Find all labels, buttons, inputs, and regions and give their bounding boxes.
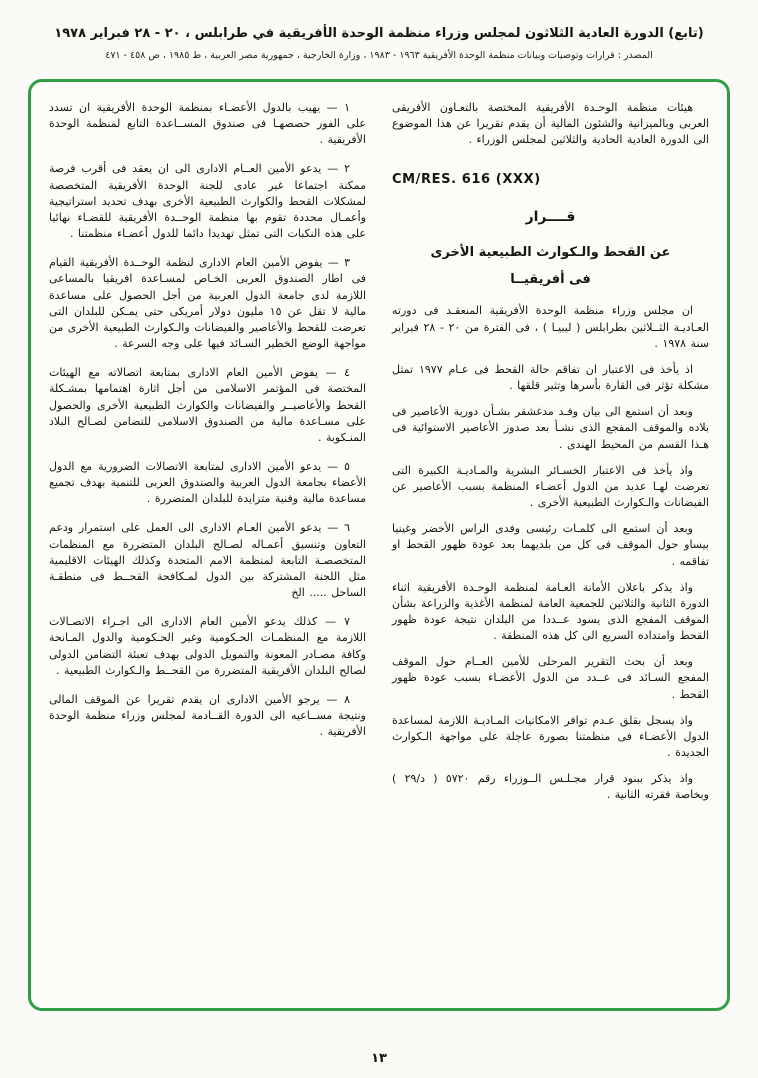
resolution-subtitle-line2: فى أفريقيــا bbox=[510, 272, 591, 288]
preamble-paragraph: اذ يأخذ فى الاعتبار ان تفاقم حالة القحط فى عـام ١٩٧٧ تمثل مشكلة تؤثر فى القارة بأسرها وتثير قلقها . bbox=[392, 362, 709, 393]
operative-item: ٤ — يفوض الأمين العام الادارى بمتابعة اتصالاته مع الهيئات المختصة فى المؤتمر الاسلامى من أجل اثارة اهتمامها بمشـكلة القحط والأعاصيــر والفيضانات والكوارث الطبيعية الأخرى والحصول على مسـاعدة مالية من الصندوق الاسلامى للتضامن لصـالح البلاد المنـكوبة . bbox=[49, 366, 366, 444]
page-header bbox=[0, 0, 758, 61]
preamble-paragraph: واذ يسجل بقلق عـدم توافر الامكانيات المـاديـة اللازمة لمساعدة الدول الأعضـاء فى منظمتنا بصورة عاجلة على مواجهة الـكوارث الجديدة . bbox=[392, 713, 709, 760]
header-title: (تابع) الدورة العادية الثلاثون لمجلس وزراء منظمة الوحدة الأفريقية في طرابلس ، ٢٠ - ٢٨ فبراير ١٩٧٨ bbox=[54, 26, 704, 41]
operative-item: ٢ — يدعو الأمين العــام الادارى الى ان يعقد فى أقرب فرصة ممكنة اجتماعا غير عادى للجنة الوحدة الأفريقية المتخصصة لمشكلات القحط والكوارث الطبيعية الأخرى بهدف تحديد استراتيجية وأعمـال محددة تقوم بها منظمة الوحــدة الأفريقية للقضـاء نهائيا على هذه النكبات التى تمثل تهديدا دائما للدول أعضـاء منظمتنا . bbox=[49, 162, 366, 241]
page-footer bbox=[0, 1051, 758, 1066]
left-column bbox=[49, 100, 366, 994]
preamble-paragraph: وبعد أن بحث التقرير المرحلى للأمين العــام حول الموقف المفجع السـائد فى عــدد من الدول الأعضـاء بسبب عودة ظهور القحط . bbox=[392, 655, 709, 701]
continuation-paragraph: هيئات منظمة الوحـدة الأفريقية المختصة بالتعـاون الأفريقى العربى وبالميزانية والشئون المالية أن يقدم تقريرا عن هذا الموضوع الى الدورة العادية الحادية والثلاثين لمجلس الوزراء . bbox=[392, 101, 709, 147]
operative-item: ٣ — يفوض الأمين العام الادارى لنظمة الوحــدة الأفريقية القيام فى اطار الصندوق العربى الخـاص لمسـاعدة افريقيا بالمساعى اللازمة لدى جامعة الدول العربية من أجل الحصول على مساعدة مالية لا تقل عن ١٥ مليون دولار أمريكى حتى يمـكن للبلدان التى تعرضت للقحط والأعاصير والفيضانات والـكوارث الطبيعية الأخرى من مواجهة الوضع الخطير السـائد فيها على وجه السرعة . bbox=[49, 256, 366, 351]
right-column bbox=[392, 100, 709, 994]
preamble-paragraph: وبعد أن استمع الى بيان وفـد مدغشقر بشـأن دورية الأعاصير فى بلاده والموقف المفجع الذى نشـأ بعد صدور الأعاصير الاستوائية فى هـذا القسم من المحيط الهندى . bbox=[392, 405, 709, 451]
operative-item: ٥ — يدعو الأمين الادارى لمتابعة الاتصالات الضرورية مع الدول الأعضاء بجامعة الدول العربية والصندوق العربى للتنمية بهدف تجميع مساعدة مالية وفنية متزايدة للبلدان المتضررة . bbox=[49, 459, 366, 506]
operative-item: ٧ — كذلك يدعو الأمين العام الادارى الى اجـراء الاتصـالات اللازمة مع المنظمـات الحـكومية وغير الحـكومية والدول المـانحة وكافة مصـادر المعونة والتمويل الدولى بهدف تعبئة التضامن الدولى لصالح البلدان الأفريقية المتضررة من القحــط والـكوارث الطبيعية . bbox=[49, 615, 366, 677]
resolution-title: قــــرار bbox=[525, 209, 576, 226]
resolution-subtitle-line1: عن القحط والـكوارث الطبيعية الأخرى bbox=[430, 245, 671, 261]
resolution-reference: CM/RES. 616 (XXX) bbox=[392, 172, 541, 188]
preamble-paragraph: ان مجلس وزراء منظمة الوحدة الأفريقية المنعقـد فى دورته العـاديـة الثــلاثين بطرابلس ( ليبيـا ) ، فى الفترة من ٢٠ - ٢٨ فبراير سنة ١٩٧٨ . bbox=[392, 304, 709, 350]
header-source: المصدر : قرارات وتوصيات وبيانات منظمة الوحدة الأفريقية ١٩٦٣ - ١٩٨٣ ، وزارة الخارجية ، جمهورية مصر العربية ، ط ١٩٨٥ ، ص ٤٥٨ - ٤٧١ bbox=[105, 50, 653, 61]
page-number: ١٣ bbox=[371, 1051, 387, 1066]
preamble-paragraph: وبعد أن استمع الى كلمـات رئيسى وفدى الراس الأخضر وغينيا بيساو حول الموقف فى كل من بلديهما بعد عودة ظهور القحط او تفاقمه . bbox=[392, 522, 709, 568]
preamble-paragraph: واذ يذكر باعلان الأمانة العـامة لمنظمة الوحـدة الأفريقية اثناء الدورة الثانية والثلاثين للجمعية العامة لمنظمة الأغذية والزراعة بشأن الموقف المفجع الذى يسود عــددا من البلدان نتيجة عودة ظهور القحط وامتداده السريع الى كل هذه المنطقة . bbox=[392, 580, 709, 643]
text-columns bbox=[49, 100, 709, 994]
document-border-box bbox=[28, 79, 730, 1011]
preamble-paragraph: واذ يذكر ببنود قرار مجـلـس الــوزراء رقم ٥٧٢٠ ( د/٢٩ ) وبخاصة فقرته الثانية . bbox=[392, 772, 709, 802]
operative-item: ٨ — يرجو الأمين الادارى ان يقدم تقريرا عن الموقف المالى ونتيجة مســاعيه الى الدورة القــادمة لمجلس وزراء منظمة الوحدة الأفريقية . bbox=[49, 692, 366, 739]
operative-item: ١ — يهيب بالدول الأعضـاء بمنظمة الوحدة الأفريقية ان تسدد على الفور حصصهـا فى صندوق المســاعدة التابع لمنظمة الوحدة الأفريقية . bbox=[49, 101, 366, 147]
operative-item: ٦ — يدعو الأمين العـام الادارى الى العمل على استمرار ودعم التعاون وتنسيق أعمـاله لصـالح البلدان المتضررة مع المنظمات المتخصصـة التابعة لمنظمة الامم المتحدة وكذلك الهيئات الاقليمية مثل اللجنة المشتركة بين الدول لمـكافحة القحــط فى منطقـة الساحل ..... الخ bbox=[49, 521, 366, 600]
preamble-paragraph: واذ يأخذ فى الاعتبار الخسـائر البشرية والمـاديـة الكبيرة التى تعرضت لهـا عديد من الدول أعضـاء المنظمة بسبب الأعاصير عن الفيضانات والـكوارث الطبيعية الأخرى . bbox=[392, 463, 709, 510]
